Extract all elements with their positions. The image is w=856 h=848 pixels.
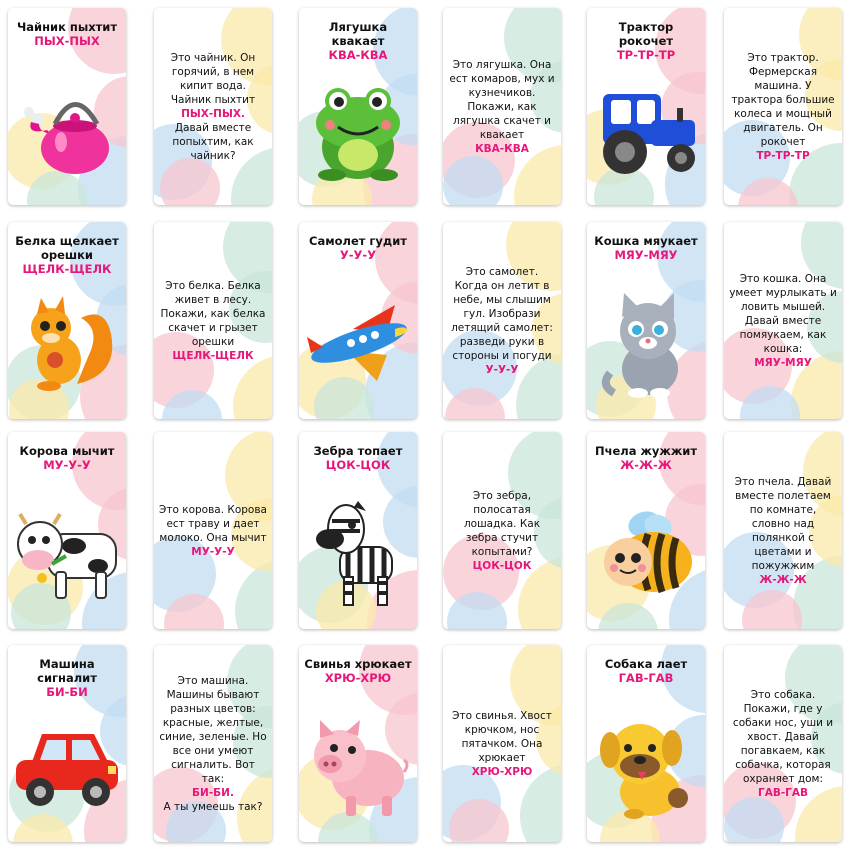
card-sound: ПЫХ-ПЫХ [34,34,100,48]
card-text: Это белка. Белка живет в лесу. Покажи, как белка скачет и грызет орешки [160,279,266,348]
card-title [303,657,413,685]
card-text: Это чайник. Он горячий, в нем кипит вода. Чайник пыхтит [170,51,256,106]
card-sound: ЩЕЛК-ЩЕЛК [22,262,112,276]
card-text: Это свинья. Хвост крючком, нос пятачком. Она хрюкает [452,709,552,764]
text-card [724,8,842,205]
card-text-block [448,709,556,779]
card-sound: МЯУ-МЯУ [614,248,678,262]
card-title-text: Чайник пыхтит [16,20,118,34]
card-text: Это трактор. Фермерская машина. У трактора большие колеса и мощный двигатель. Он рокочет [731,51,835,148]
car-icon [12,722,122,812]
card-sound: ХРЮ-ХРЮ [471,765,533,778]
card-title [12,657,122,699]
cow-illustration [12,484,122,624]
card-text: Это кошка. Она умеет мурлыкать и ловить мышей. Давай вместе помяукаем, как кошка: [729,272,837,355]
squirrel-icon [15,294,119,394]
card-text: Это лягушка. Она ест комаров, мух и кузнечиков. Покажи, как лягушка скачет и квакает [449,58,555,141]
card-sound: ПЫХ-ПЫХ. [181,107,245,120]
card-sound: ТР-ТР-ТР [616,48,676,62]
picture-card [299,222,417,419]
card-title-text: Собака лает [604,657,688,671]
dog-illustration [591,697,701,837]
picture-card [8,222,126,419]
card-title-text: Зебра топает [313,444,403,458]
picture-card [8,8,126,205]
card-body [159,432,267,629]
card-sound: ГАВ-ГАВ [618,671,674,685]
card-body [448,645,556,842]
text-card [724,645,842,842]
card-text-block [729,272,837,370]
frog-icon [308,75,408,185]
card-text: Это собака. Покажи, где у собаки нос, уши и хвост. Давай погавкаем, как собачка, которая охраняет дом: [732,688,834,785]
card-title [12,234,122,276]
card-sound: ЦОК-ЦОК [472,559,532,572]
card-text-block [448,489,556,573]
card-body [159,645,267,842]
card-text-block [729,475,837,587]
text-card [154,8,272,205]
card-text-block [159,51,267,163]
picture-card [587,8,705,205]
text-card [443,222,561,419]
card-sound: БИ-БИ. [192,786,234,799]
text-card [724,432,842,629]
picture-card [587,432,705,629]
picture-card [8,432,126,629]
text-card [443,645,561,842]
card-body [729,8,837,205]
card-body [729,222,837,419]
card-text-block [159,503,267,559]
card-text: Это самолет. Когда он летит в небе, мы слышим гул. Изобрази летящий самолет: разведи руки в стороны и погуди [451,265,553,362]
card-title-text: Кошка мяукает [594,234,698,248]
cat-illustration [591,274,701,414]
card-sound: У-У-У [339,248,377,262]
card-text-block [729,688,837,800]
text-card [154,222,272,419]
card-title-text: Лягушка квакает [328,20,388,48]
dog-icon [594,712,698,822]
card-text-block [159,279,267,363]
zebra-illustration [303,484,413,624]
card-title-text: Белка щелкает орешки [15,234,119,262]
cow-icon [12,504,122,604]
card-title [303,234,413,262]
tractor-illustration [591,60,701,200]
card-text-block [159,674,267,814]
card-title-text: Самолет гудит [309,234,407,248]
card-title [591,20,701,62]
card-title-text: Пчела жужжит [594,444,698,458]
card-title [12,444,122,472]
picture-card [587,222,705,419]
card-title [591,444,701,472]
card-text: Это зебра, полосатая лошадка. Как зебра стучит копытами? [463,489,541,558]
tractor-icon [591,80,701,180]
pig-illustration [303,697,413,837]
card-title [12,20,122,48]
card-text-tail: Давай вместе попыхтим, как чайник? [172,121,254,162]
bee-icon [596,504,696,604]
card-text-block [729,51,837,163]
card-text: Это корова. Корова ест траву и дает молоко. Она мычит [159,503,267,544]
picture-card [8,645,126,842]
pig-icon [306,712,410,822]
card-sound: КВА-КВА [475,142,529,155]
picture-card [587,645,705,842]
card-text-block [448,58,556,156]
card-sound: МЯУ-МЯУ [754,356,812,369]
card-sound: ТР-ТР-ТР [756,149,810,162]
card-body [448,432,556,629]
card-sound: БИ-БИ [46,685,88,699]
cat-icon [594,289,698,399]
zebra-icon [308,499,408,609]
card-sound: ЩЕЛК-ЩЕЛК [172,349,254,362]
card-body [159,8,267,205]
card-sound: У-У-У [485,363,519,376]
card-title-text: Корова мычит [19,444,115,458]
card-sound: Ж-Ж-Ж [620,458,672,472]
card-title-text: Машина сигналит [37,657,97,685]
picture-card [299,432,417,629]
teapot-illustration [12,60,122,200]
card-sound: ЦОК-ЦОК [325,458,391,472]
card-sound: МУ-У-У [191,545,235,558]
card-title-text: Свинья хрюкает [304,657,412,671]
card-title-text: Трактор рокочет [618,20,674,48]
picture-card [299,645,417,842]
text-card [154,432,272,629]
card-sound: Ж-Ж-Ж [759,573,807,586]
text-card [154,645,272,842]
text-card [443,432,561,629]
text-card [724,222,842,419]
squirrel-illustration [12,274,122,414]
picture-card [299,8,417,205]
text-card [443,8,561,205]
frog-illustration [303,60,413,200]
teapot-icon [17,80,117,180]
card-body [159,222,267,419]
airplane-icon [303,299,413,389]
bee-illustration [591,484,701,624]
card-text: Это машина. Машины бывают разных цветов: красные, желтые, синие, зеленые. Но все они умеют сигналить. Вот так: [159,674,267,785]
card-title [591,234,701,262]
card-body [729,645,837,842]
card-text-tail: А ты умеешь так? [163,800,263,813]
card-sound: МУ-У-У [43,458,91,472]
card-sound: ГАВ-ГАВ [758,786,808,799]
card-sound: КВА-КВА [328,48,388,62]
card-body [448,222,556,419]
card-text: Это пчела. Давай вместе полетаем по комнате, словно над полянкой с цветами и пожужжим [734,475,832,572]
card-title [303,20,413,62]
car-illustration [12,697,122,837]
card-title [591,657,701,685]
airplane-illustration [303,274,413,414]
card-sound: ХРЮ-ХРЮ [324,671,392,685]
card-body [729,432,837,629]
card-title [303,444,413,472]
card-body [448,8,556,205]
card-text-block [448,265,556,377]
